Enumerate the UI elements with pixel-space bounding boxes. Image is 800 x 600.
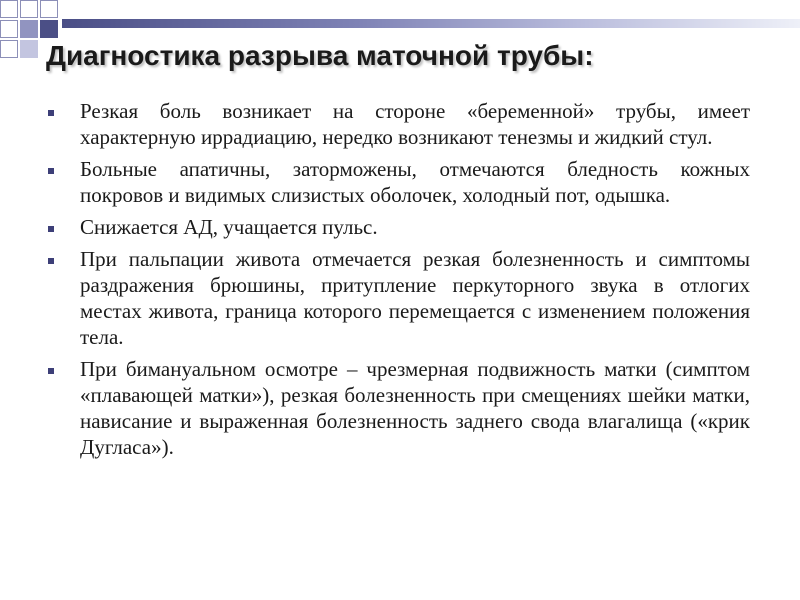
decor-square — [20, 20, 38, 38]
decor-square — [40, 20, 58, 38]
bullet-item — [48, 98, 750, 150]
bullet-text: Снижается АД, учащается пульс. — [80, 215, 378, 239]
decor-square — [20, 0, 38, 18]
header-gradient-rule — [62, 19, 800, 28]
bullet-text: При пальпации живота отмечается резкая болезненность и симптомы раздражения брюшины, притупление перкуторного звука в отлогих местах живота, граница которого перемещается с изменением положения тела. — [80, 247, 750, 349]
square-bullet-icon — [48, 368, 54, 374]
bullet-text: Резкая боль возникает на стороне «беременной» трубы, имеет характерную иррадиацию, нередко возникают тенезмы и жидкий стул. — [80, 99, 750, 149]
square-bullet-icon — [48, 226, 54, 232]
bullet-text: Больные апатичны, заторможены, отмечаются бледность кожных покровов и видимых слизистых оболочек, холодный пот, одышка. — [80, 157, 750, 207]
decor-square — [0, 0, 18, 18]
bullet-item — [48, 156, 750, 208]
slide-title: Диагностика разрыва маточной трубы: — [46, 40, 594, 71]
square-bullet-icon — [48, 168, 54, 174]
decor-square — [40, 0, 58, 18]
bullet-item — [48, 214, 750, 240]
square-bullet-icon — [48, 110, 54, 116]
decor-square — [0, 40, 18, 58]
decor-square — [20, 40, 38, 58]
bullet-text: При бимануальном осмотре – чрезмерная подвижность матки (симптом «плавающей матки»), резкая болезненность при смещениях шейки матки, нависание и выраженная болезненность заднего свода влагалища («крик Дугласа»). — [80, 357, 750, 459]
decor-square — [0, 20, 18, 38]
bullet-item — [48, 356, 750, 460]
bullet-item — [48, 246, 750, 350]
square-bullet-icon — [48, 258, 54, 264]
bullet-list — [48, 98, 750, 466]
